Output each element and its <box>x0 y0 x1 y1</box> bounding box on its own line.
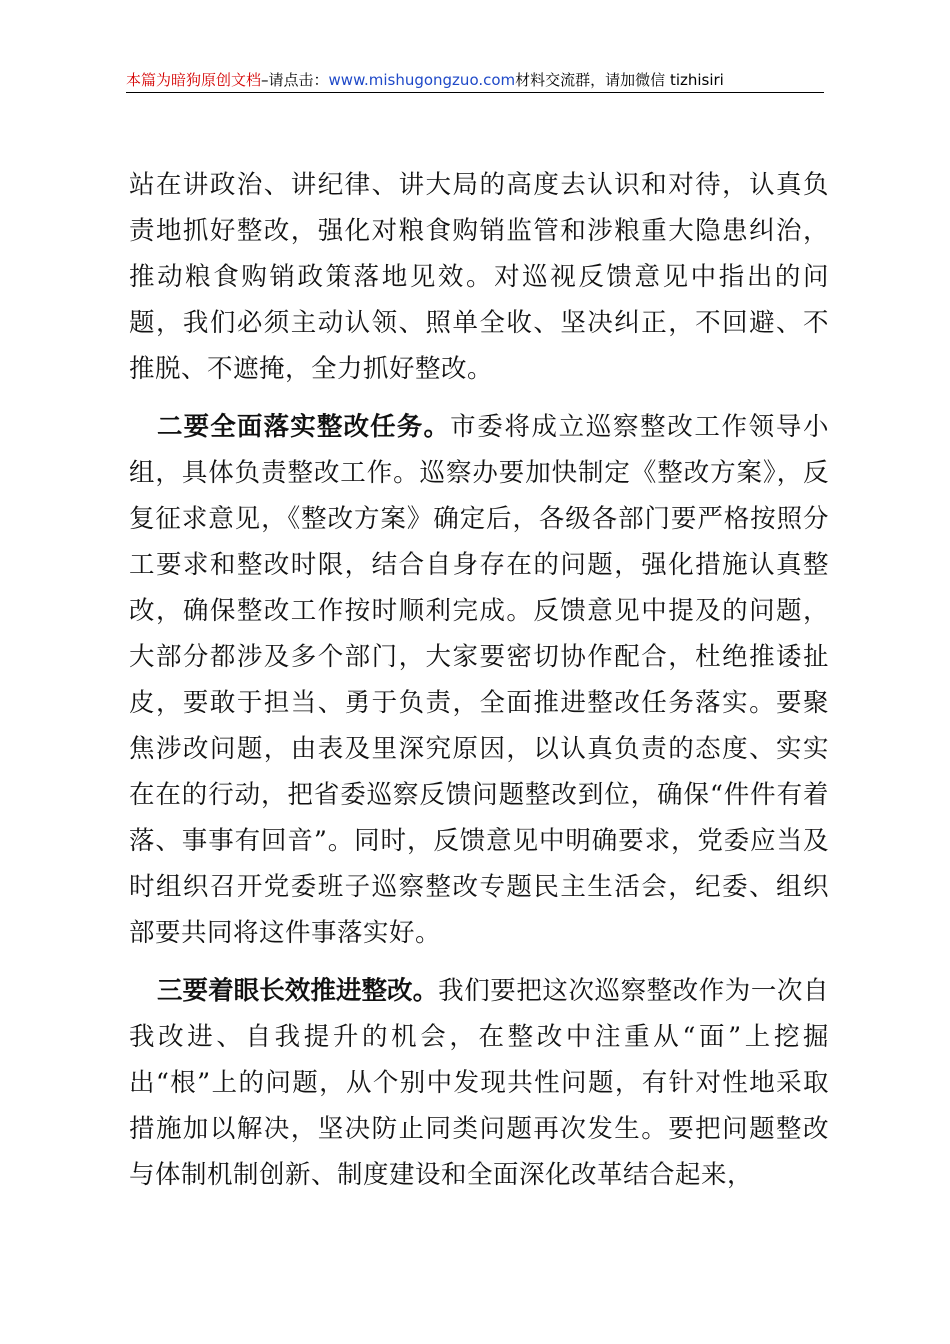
header-brand: 本篇为暗狗原创文档 <box>126 71 262 89</box>
paragraph-text: 市委将成立巡察整改工作领导小组，具体负责整改工作。巡察办要加快制定《整改方案》，反复征求意见，《整改方案》确定后，各级各部门要严格按照分工要求和整改时限，结合自身存在的问题，强化措施认真整改，确保整改工作按时顺利完成。反馈意见中提及的问题，大部分都涉及多个部门，大家要密切协作配合，杜绝推诿扯皮，要敢于担当、勇于负责，全面推进整改任务落实。要聚焦涉改问题，由表及里深究原因，以认真负责的态度、实实在在的行动，把省委巡察反馈问题整改到位，确保“件件有着落、事事有回音”。同时，反馈意见中明确要求，党委应当及时组织召开党委班子巡察整改专题民主生活会，纪委、组织部要共同将这件事落实好。 <box>129 412 829 948</box>
document-body <box>129 162 829 1198</box>
paragraph-rectification-tasks <box>129 404 829 956</box>
page-header <box>126 70 824 90</box>
paragraph-text: 站在讲政治、讲纪律、讲大局的高度去认识和对待，认真负责地抓好整改，强化对粮食购销监管和涉粮重大隐患纠治，推动粮食购销政策落地见效。对巡视反馈意见中指出的问题，我们必须主动认领、照单全收、坚决纠正，不回避、不推脱、不遮掩，全力抓好整改。 <box>129 170 829 384</box>
paragraph-heading: 三要着眼长效推进整改。 <box>157 976 439 1006</box>
header-prompt: –请点击： <box>261 71 329 89</box>
paragraph-heading: 二要全面落实整改任务。 <box>157 412 451 442</box>
paragraph-text: 我们要把这次巡察整改作为一次自我改进、自我提升的机会，在整改中注重从“面”上挖掘出“根”上的问题，从个别中发现共性问题，有针对性地采取措施加以解决，坚决防止同类问题再次发生。要把问题整改与体制机制创新、制度建设和全面深化改革结合起来， <box>129 976 829 1190</box>
header-url-link[interactable]: www.mishugongzuo.com <box>328 71 516 89</box>
header-divider <box>126 92 824 93</box>
paragraph-continuation <box>129 162 829 392</box>
header-note: 材料交流群，请加微信 tizhisiri <box>515 71 724 89</box>
paragraph-long-term-rectification <box>129 968 829 1198</box>
